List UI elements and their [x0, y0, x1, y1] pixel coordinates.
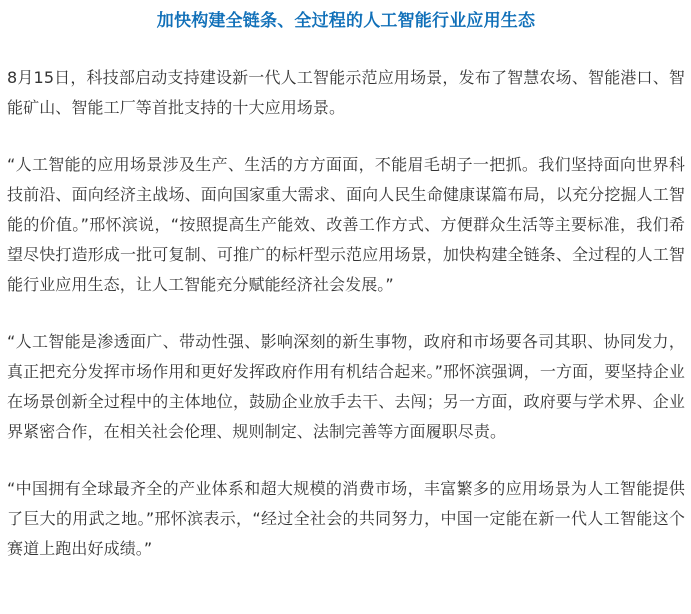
- article-paragraph-3: “人工智能是渗透面广、带动性强、影响深刻的新生事物，政府和市场要各司其职、协同发力，真正把充分发挥市场作用和更好发挥政府作用有机结合起来。”邢怀滨强调，一方面，要坚持企业在场景创新全过程中的主体地位，鼓励企业放手去干、去闯；另一方面，政府要与学术界、企业界紧密合作，在相关社会伦理、规则制定、法制完善等方面履职尽责。: [7, 332, 685, 441]
- article-headline: 加快构建全链条、全过程的人工智能行业应用生态: [156, 11, 536, 31]
- article-paragraph-2: “人工智能的应用场景涉及生产、生活的方方面面，不能眉毛胡子一把抓。我们坚持面向世界科技前沿、面向经济主战场、面向国家重大需求、面向人民生命健康谋篇布局，以充分挖掘人工智能的价值。”邢怀滨说，“按照提高生产能效、改善工作方式、方便群众生活等主要标准，我们希望尽快打造形成一批可复制、可推广的标杆型示范应用场景，加快构建全链条、全过程的人工智能行业应用生态，让人工智能充分赋能经济社会发展。”: [7, 155, 685, 294]
- article-paragraph-1: 8月15日，科技部启动支持建设新一代人工智能示范应用场景，发布了智慧农场、智能港口、智能矿山、智能工厂等首批支持的十大应用场景。: [7, 68, 685, 117]
- article-paragraph-4: “中国拥有全球最齐全的产业体系和超大规模的消费市场，丰富繁多的应用场景为人工智能提供了巨大的用武之地。”邢怀滨表示，“经过全社会的共同努力，中国一定能在新一代人工智能这个赛道上跑出好成绩。”: [7, 479, 685, 558]
